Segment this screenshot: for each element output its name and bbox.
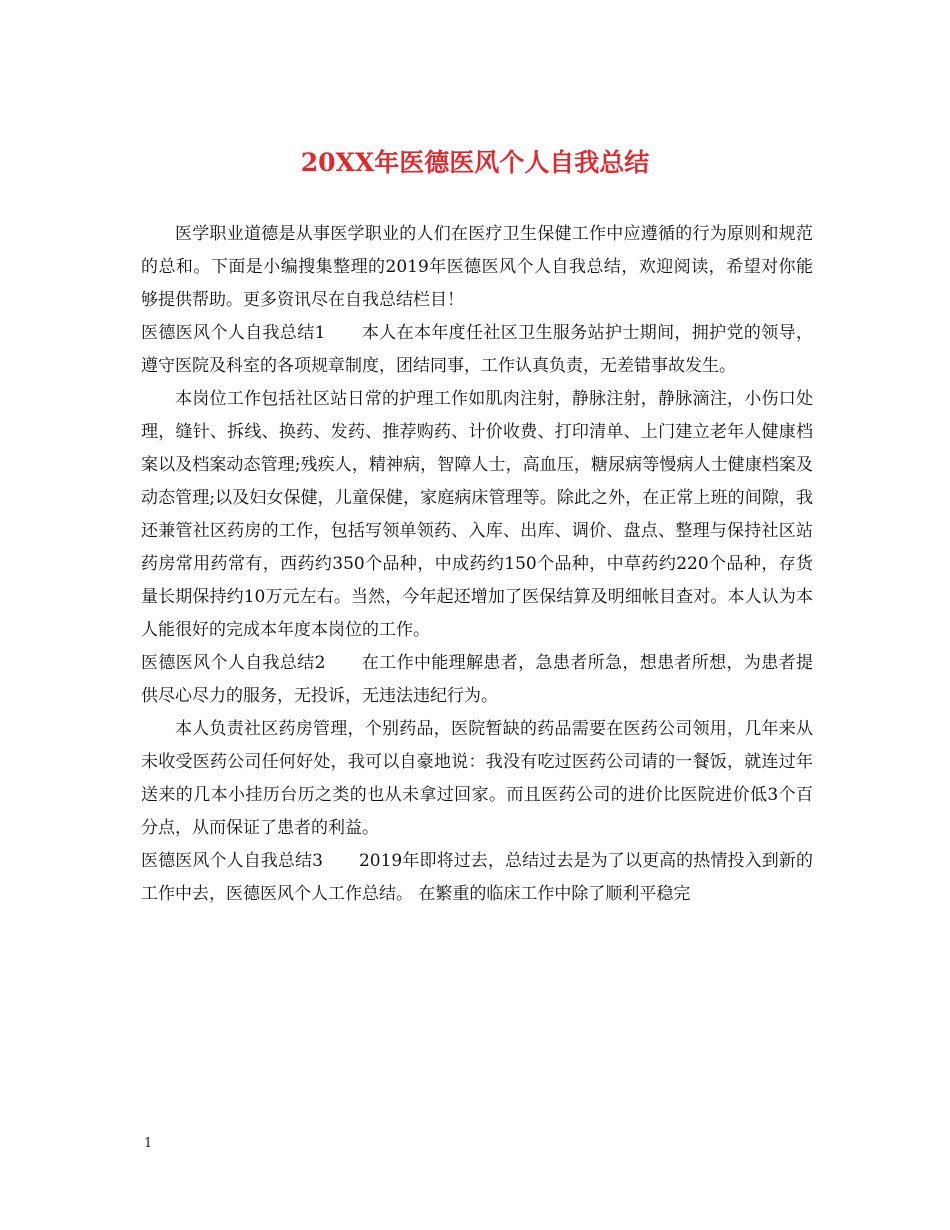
section-heading: 医德医风个人自我总结3 <box>141 851 323 871</box>
section-2-paragraph: 本人负责社区药房管理，个别药品，医院暂缺的药品需要在医药公司领用，几年来从未收受医药公司任何好处，我可以自豪地说：我没有吃过医药公司请的一餐饭，就连过年送来的几本小挂历台历之类的也从未拿过回家。而且医药公司的进价比医院进价低3个百分点，从而保证了患者的利益。 <box>141 719 813 838</box>
section-lead: 2019年即将过去，总结过去是为了以更高的热情投入到新的工作中去，医德医风个人工作总结。 在繁重的临床工作中除了顺利平稳完 <box>141 851 813 904</box>
document-title: 20XX年医德医风个人自我总结 <box>300 148 650 177</box>
section-3 <box>141 845 813 911</box>
document-body <box>141 218 813 911</box>
section-2 <box>141 647 813 713</box>
section-1 <box>141 317 813 383</box>
section-heading: 医德医风个人自我总结2 <box>141 653 326 673</box>
section-heading: 医德医风个人自我总结1 <box>141 323 326 343</box>
section-1-paragraph: 本岗位工作包括社区站日常的护理工作如肌肉注射，静脉注射，静脉滴注，小伤口处理，缝针、拆线、换药、发药、推荐购药、计价收费、打印清单、上门建立老年人健康档案以及档案动态管理;残疾人，精神病，智障人士，高血压，糖尿病等慢病人士健康档案及动态管理;以及妇女保健，儿童保健，家庭病床管理等。除此之外，在正常上班的间隙，我还兼管社区药房的工作，包括写领单领药、入库、出库、调价、盘点、整理与保持社区站药房常用药常有，西药约350个品种，中成药约150个品种，中草药约220个品种，存货量长期保持约10万元左右。当然，今年起还增加了医保结算及明细帐目查对。本人认为本人能很好的完成本年度本岗位的工作。 <box>141 389 813 640</box>
section-lead: 本人在本年度任社区卫生服务站护士期间，拥护党的领导，遵守医院及科室的各项规章制度，团结同事，工作认真负责，无差错事故发生。 <box>141 323 813 376</box>
section-lead: 在工作中能理解患者，急患者所急，想患者所想，为患者提供尽心尽力的服务，无投诉，无违法违纪行为。 <box>141 653 813 706</box>
page-number: 1 <box>144 1136 153 1151</box>
intro-paragraph: 医学职业道德是从事医学职业的人们在医疗卫生保健工作中应遵循的行为原则和规范的总和。下面是小编搜集整理的2019年医德医风个人自我总结，欢迎阅读，希望对你能够提供帮助。更多资讯尽在自我总结栏目！ <box>141 224 813 310</box>
